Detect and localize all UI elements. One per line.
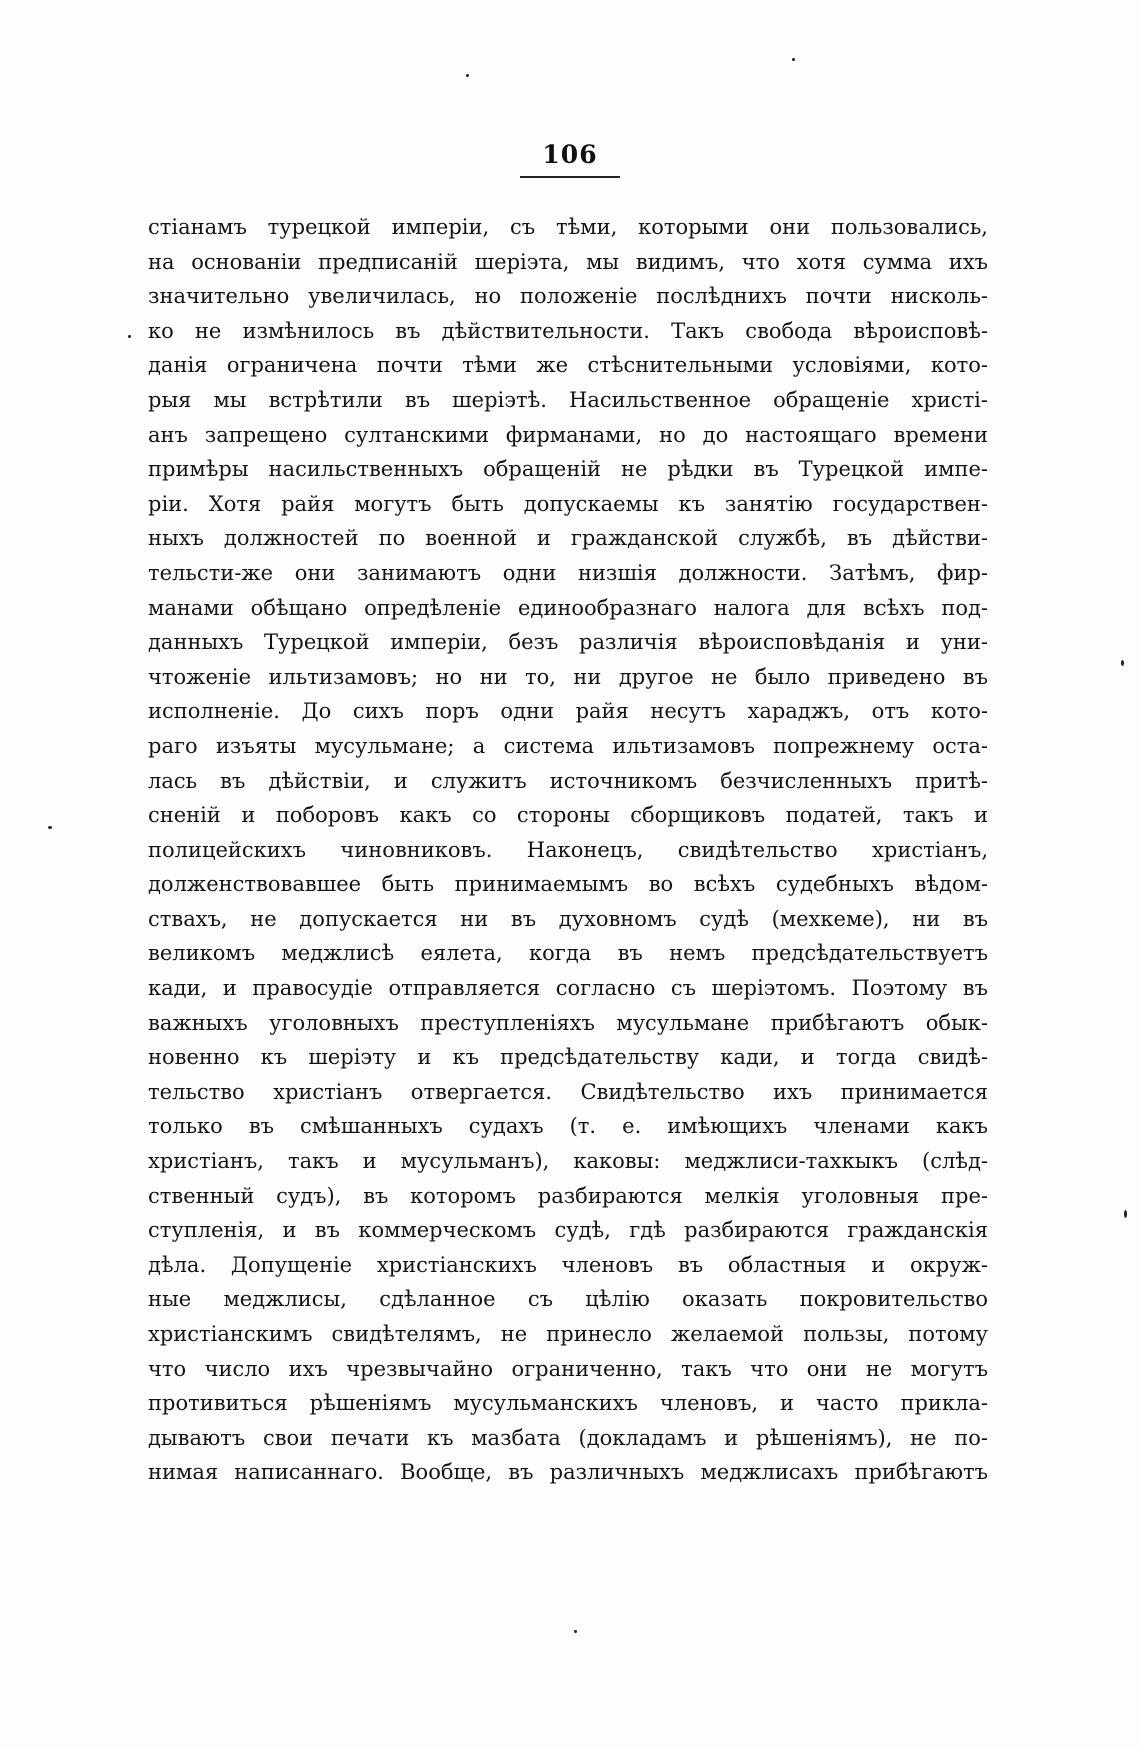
- scan-speck: [128, 335, 131, 338]
- text-line: тельсти-же они занимаютъ одни низшія должности. Затѣмъ, фир-: [148, 560, 988, 585]
- text-line: ко не измѣнилось въ дѣйствительности. Такъ свобода вѣроисповѣ-: [148, 318, 988, 343]
- text-line: стіанамъ турецкой имперіи, съ тѣми, которыми они пользовались,: [148, 215, 988, 239]
- text-line: христіанъ, такъ и мусульманъ), каковы: меджлиси-тахкыкъ (слѣд-: [148, 1149, 988, 1174]
- text-line: ственный судъ), въ которомъ разбираются мелкія уголовныя пре-: [148, 1183, 988, 1208]
- text-line: данія ограничена почти тѣми же стѣснительными условіями, кото-: [148, 353, 988, 378]
- text-line: важныхъ уголовныхъ преступленіяхъ мусульмане прибѣгаютъ обык-: [148, 1010, 988, 1035]
- text-line: только въ смѣшанныхъ судахъ (т. е. имѣющихъ членами какъ: [148, 1114, 988, 1139]
- text-line: что число ихъ чрезвычайно ограниченно, такъ что они не могутъ: [148, 1356, 988, 1381]
- text-line: ствахъ, не допускается ни въ духовномъ судѣ (мехкеме), ни въ: [148, 906, 988, 931]
- text-line: манами обѣщано опредѣленіе единообразнаго налога для всѣхъ под-: [148, 595, 988, 620]
- text-line: нимая написаннаго. Вообще, въ различныхъ меджлисахъ прибѣгаютъ: [148, 1460, 988, 1485]
- text-line: лась въ дѣйствіи, и служитъ источникомъ безчисленныхъ притѣ-: [148, 768, 988, 793]
- scan-speck: [466, 74, 469, 77]
- scan-speck: [574, 1630, 577, 1633]
- text-line: христіанскимъ свидѣтелямъ, не принесло желаемой пользы, потому: [148, 1322, 988, 1346]
- text-line: противиться рѣшеніямъ мусульманскихъ членовъ, и часто прикла-: [148, 1391, 988, 1416]
- text-line: кади, и правосудіе отправляется согласно съ шеріэтомъ. Поэтому въ: [148, 976, 988, 1001]
- text-line: анъ запрещено султанскими фирманами, но до настоящаго времени: [148, 422, 988, 447]
- text-line: данныхъ Турецкой имперіи, безъ различія вѣроисповѣданія и уни-: [148, 630, 988, 655]
- text-line: долженствовавшее быть принимаемымъ во всѣхъ судебныхъ вѣдом-: [148, 872, 988, 897]
- text-line: чтоженіе ильтизамовъ; но ни то, ни другое не было приведено въ: [148, 664, 988, 689]
- text-line: сненій и поборовъ какъ со стороны сборщиковъ податей, такъ и: [148, 803, 988, 828]
- header-rule: [520, 176, 620, 178]
- text-line: рыя мы встрѣтили въ шеріэтѣ. Насильственное обращеніе христі-: [148, 387, 988, 412]
- page-number: 106: [542, 140, 598, 169]
- text-line: новенно къ шеріэту и къ предсѣдательству кади, и тогда свидѣ-: [148, 1045, 988, 1070]
- text-line: примѣры насильственныхъ обращеній не рѣдки въ Турецкой импе-: [148, 457, 988, 482]
- text-line: значительно увеличилась, но положеніе послѣднихъ почти нисколь-: [148, 284, 988, 309]
- text-line: ріи. Хотя райя могутъ быть допускаемы къ занятію государствен-: [148, 491, 988, 516]
- text-line: тельство христіанъ отвергается. Свидѣтельство ихъ принимается: [148, 1079, 988, 1104]
- text-line: дѣла. Допущеніе христіанскихъ членовъ въ областныя и окруж-: [148, 1252, 988, 1277]
- body-text: [148, 210, 988, 1490]
- text-line: ступленія, и въ коммерческомъ судѣ, гдѣ разбираются гражданскія: [148, 1218, 988, 1243]
- text-line: полицейскихъ чиновниковъ. Наконецъ, свидѣтельство христіанъ,: [148, 837, 988, 862]
- scan-speck: [48, 826, 52, 829]
- text-line: великомъ меджлисѣ еялета, когда въ немъ предсѣдательствуетъ: [148, 941, 988, 966]
- scan-speck: [792, 58, 795, 61]
- text-line: ные меджлисы, сдѣланное съ цѣлію оказать покровительство: [148, 1287, 988, 1312]
- text-line: раго изъяты мусульмане; а система ильтизамовъ попрежнему оста-: [148, 733, 988, 758]
- scan-speck: [1124, 1210, 1127, 1218]
- scan-speck: [1121, 660, 1124, 666]
- text-line: дываютъ свои печати къ мазбата (докладамъ и рѣшеніямъ), не по-: [148, 1425, 988, 1450]
- text-line: ныхъ должностей по военной и гражданской службѣ, въ дѣйстви-: [148, 526, 988, 551]
- text-line: на основаніи предписаній шеріэта, мы видимъ, что хотя сумма ихъ: [148, 249, 988, 274]
- text-line: исполненіе. До сихъ поръ одни райя несутъ хараджъ, отъ кото-: [148, 699, 988, 724]
